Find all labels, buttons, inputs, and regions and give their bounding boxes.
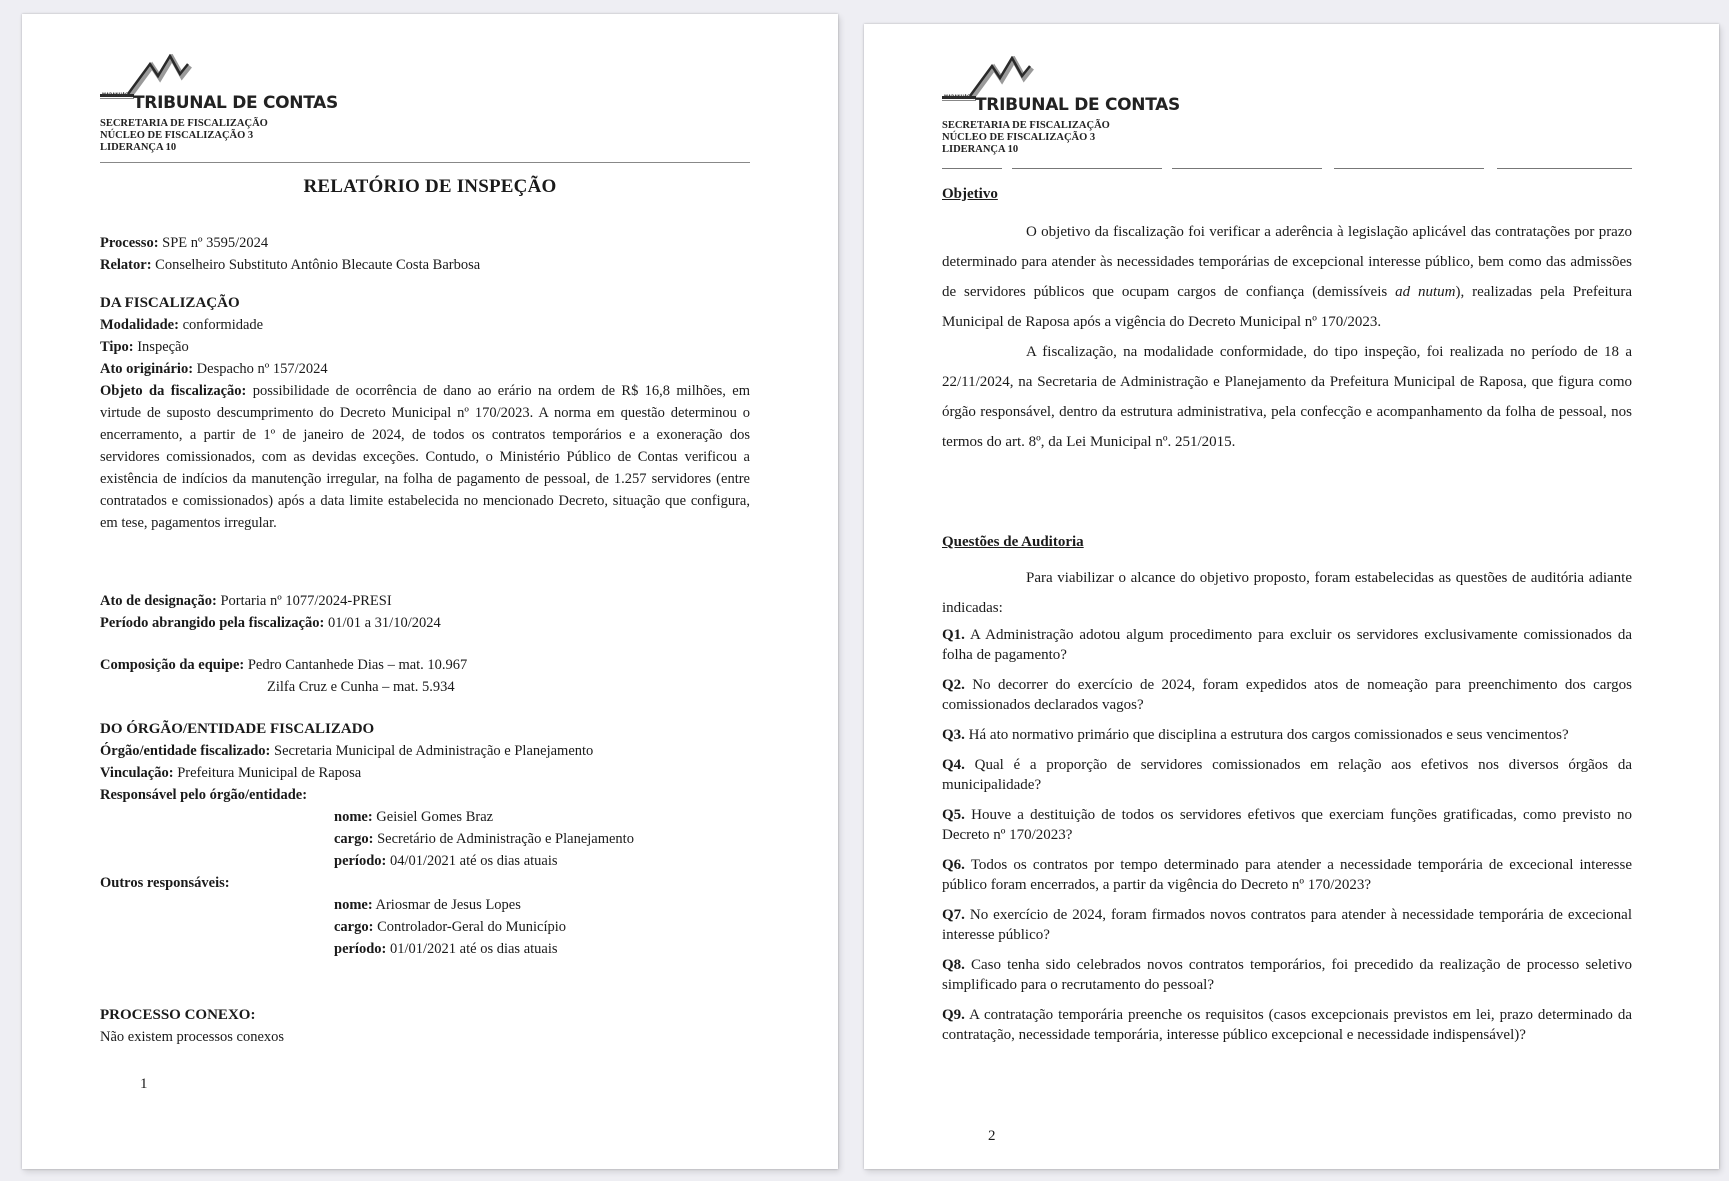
outro-nome: nome: Ariosmar de Jesus Lopes bbox=[334, 897, 521, 913]
section-heading: PROCESSO CONEXO: bbox=[100, 1007, 256, 1023]
header-line: NÚCLEO DE FISCALIZAÇÃO 3 bbox=[942, 132, 1096, 143]
header-divider bbox=[942, 168, 1632, 170]
audit-question bbox=[942, 1005, 1632, 1045]
responsavel-details bbox=[334, 806, 750, 872]
questoes-intro: Para viabilizar o alcance do objetivo proposto, foram estabelecidas as questões de auditória adiante indicadas: bbox=[942, 570, 1632, 616]
outros-details bbox=[334, 894, 750, 960]
page-title: RELATÓRIO DE INSPEÇÃO bbox=[303, 176, 557, 197]
equipe-block bbox=[100, 654, 750, 698]
logo-state-text: MARANHÃO bbox=[944, 94, 971, 99]
orgao-section bbox=[100, 718, 750, 960]
question-number: Q7. bbox=[942, 907, 965, 923]
question-text: Houve a destituição de todos os servidores efetivos que exerciam funções gratificadas, como previsto no Decreto nº 170/2023? bbox=[942, 807, 1633, 843]
question-text: Todos os contratos por tempo determinado para atender a necessidade temporária de excecional interesse público foram encerrados, a partir da vigência do Decreto nº 170/2023? bbox=[942, 857, 1632, 893]
header-line: SECRETARIA DE FISCALIZAÇÃO bbox=[100, 118, 268, 129]
vinculacao-field: Vinculação: Prefeitura Municipal de Raposa bbox=[100, 765, 362, 781]
logo-state-text: MARANHÃO bbox=[102, 92, 129, 97]
responsavel-nome: nome: Geisiel Gomes Braz bbox=[334, 809, 494, 825]
question-number: Q4. bbox=[942, 757, 965, 773]
responsavel-periodo: período: 04/01/2021 até os dias atuais bbox=[334, 853, 558, 869]
questoes-heading: Questões de Auditoria bbox=[942, 534, 1084, 550]
header-line: LIDERANÇA 10 bbox=[100, 142, 177, 153]
audit-question bbox=[942, 955, 1632, 995]
relator-field: Relator: Conselheiro Substituto Antônio Blecaute Costa Barbosa bbox=[100, 257, 481, 273]
audit-question bbox=[942, 725, 1632, 745]
ato-originario-field: Ato originário: Despacho nº 157/2024 bbox=[100, 361, 328, 377]
header-subtitle bbox=[100, 118, 268, 154]
question-text: No exercício de 2024, foram firmados novos contratos para atender à necessidade temporária de excecional interesse público? bbox=[942, 907, 1633, 943]
page-number: 2 bbox=[988, 1128, 996, 1144]
question-text: Há ato normativo primário que disciplina a estrutura dos cargos comissionados e seus vencimentos? bbox=[968, 727, 1569, 743]
document-page-1 bbox=[22, 14, 838, 1169]
processo-block bbox=[100, 232, 750, 276]
section-heading: DO ÓRGÃO/ENTIDADE FISCALIZADO bbox=[100, 721, 375, 737]
header-subtitle bbox=[942, 120, 1110, 156]
question-number: Q2. bbox=[942, 677, 965, 693]
question-text: No decorrer do exercício de 2024, foram expedidos atos de nomeação para preenchimento dos cargos comissionados declarados vagos? bbox=[942, 677, 1632, 713]
fiscalizacao-paragraph: A fiscalização, na modalidade conformidade, do tipo inspeção, foi realizada no período de 18 a 22/11/2024, na Secretaria de Administração e Planejamento da Prefeitura Municipal de Raposa, que figura como órgão responsável, dentro da estrutura administrativa, pela confecção e acompanhamento da folha de pessoal, nos termos do art. 8º, da Lei Municipal nº. 251/2015. bbox=[942, 344, 1632, 450]
objetivo-paragraph: O objetivo da fiscalização foi verificar a aderência à legislação aplicável das contratações por prazo determinado para atender às necessidades temporárias de excepcional interesse público, bem como das admissões de servidores públicos que ocupam cargos de confiança (demissíveis ad nutum), realizadas pela Prefeitura Municipal de Raposa após a vigência do Decreto Municipal nº 170/2023. bbox=[942, 224, 1632, 330]
tribunal-logo bbox=[100, 54, 338, 113]
outros-responsaveis-label: Outros responsáveis: bbox=[100, 875, 230, 891]
conexo-value: Não existem processos conexos bbox=[100, 1029, 285, 1045]
question-number: Q6. bbox=[942, 857, 965, 873]
question-number: Q1. bbox=[942, 627, 965, 643]
header-line: SECRETARIA DE FISCALIZAÇÃO bbox=[942, 120, 1110, 131]
objetivo-heading: Objetivo bbox=[942, 186, 998, 202]
audit-question bbox=[942, 675, 1632, 715]
section-heading: DA FISCALIZAÇÃO bbox=[100, 295, 240, 311]
orgao-fiscalizado-field: Órgão/entidade fiscalizado: Secretaria Municipal de Administração e Planejamento bbox=[100, 743, 594, 759]
tipo-field: Tipo: Inspeção bbox=[100, 339, 189, 355]
question-number: Q3. bbox=[942, 727, 965, 743]
periodo-abrangido-field: Período abrangido pela fiscalização: 01/01 a 31/10/2024 bbox=[100, 615, 441, 631]
question-text: A contratação temporária preenche os requisitos (casos excepcionais previstos em lei, prazo determinado da contratação, necessidade temporária, interesse público excepcional e necessidade indispensável)? bbox=[942, 1007, 1632, 1043]
audit-question bbox=[942, 625, 1632, 665]
tribunal-logo bbox=[942, 56, 1180, 115]
audit-question bbox=[942, 905, 1632, 945]
responsavel-cargo: cargo: Secretário de Administração e Planejamento bbox=[334, 831, 634, 847]
question-text: A Administração adotou algum procedimento para excluir os servidores exclusivamente comissionados da folha de pagamento? bbox=[942, 627, 1632, 663]
logo-title: TRIBUNAL DE CONTAS bbox=[133, 93, 338, 113]
question-number: Q9. bbox=[942, 1007, 965, 1023]
question-number: Q8. bbox=[942, 957, 965, 973]
question-text: Caso tenha sido celebrados novos contratos temporários, foi precedido da realização de processo seletivo simplificado para o recrutamento do pessoal? bbox=[942, 957, 1632, 993]
responsavel-label: Responsável pelo órgão/entidade: bbox=[100, 787, 308, 803]
outro-periodo: período: 01/01/2021 até os dias atuais bbox=[334, 941, 558, 957]
document-page-2 bbox=[864, 24, 1719, 1169]
outro-cargo: cargo: Controlador-Geral do Município bbox=[334, 919, 567, 935]
question-text: Qual é a proporção de servidores comissionados em relação aos efetivos nos diversos órgãos da municipalidade? bbox=[942, 757, 1632, 793]
header-divider bbox=[100, 162, 750, 163]
objetivo-section bbox=[942, 186, 1632, 457]
audit-question bbox=[942, 805, 1632, 845]
equipe-member: Composição da equipe: Pedro Cantanhede Dias – mat. 10.967 bbox=[100, 657, 468, 673]
equipe-member: Zilfa Cruz e Cunha – mat. 5.934 bbox=[267, 679, 455, 695]
question-number: Q5. bbox=[942, 807, 965, 823]
questoes-section bbox=[942, 534, 1632, 1055]
modalidade-field: Modalidade: conformidade bbox=[100, 317, 264, 333]
designacao-block bbox=[100, 590, 750, 634]
questions-list bbox=[942, 625, 1632, 1045]
ato-designacao-field: Ato de designação: Portaria nº 1077/2024-PRESI bbox=[100, 593, 392, 609]
header-line: LIDERANÇA 10 bbox=[942, 144, 1019, 155]
logo-title: TRIBUNAL DE CONTAS bbox=[975, 95, 1180, 115]
processo-field: Processo: SPE nº 3595/2024 bbox=[100, 235, 269, 251]
header-line: NÚCLEO DE FISCALIZAÇÃO 3 bbox=[100, 130, 254, 141]
page-number: 1 bbox=[140, 1076, 148, 1092]
audit-question bbox=[942, 755, 1632, 795]
objeto-field: Objeto da fiscalização: possibilidade de ocorrência de dano ao erário na ordem de R$ 16,8 milhões, em virtude de suposto descumprimento do Decreto Municipal nº 170/2023. A norma em questão determinou o encerramento, a partir de 1º de janeiro de 2024, de todos os contratos temporários e a exoneração dos servidores comissionados, com as devidas exceções. Contudo, o Ministério Público de Contas verificou a existência de indícios da manutenção irregular, na folha de pagamento de pessoal, de 1.257 servidores (entre contratados e comissionados) após a data limite estabelecida no mencionado Decreto, situação que configura, em tese, pagamentos irregular. bbox=[100, 383, 750, 531]
audit-question bbox=[942, 855, 1632, 895]
conexo-section bbox=[100, 1004, 750, 1048]
fiscalizacao-section bbox=[100, 292, 750, 534]
